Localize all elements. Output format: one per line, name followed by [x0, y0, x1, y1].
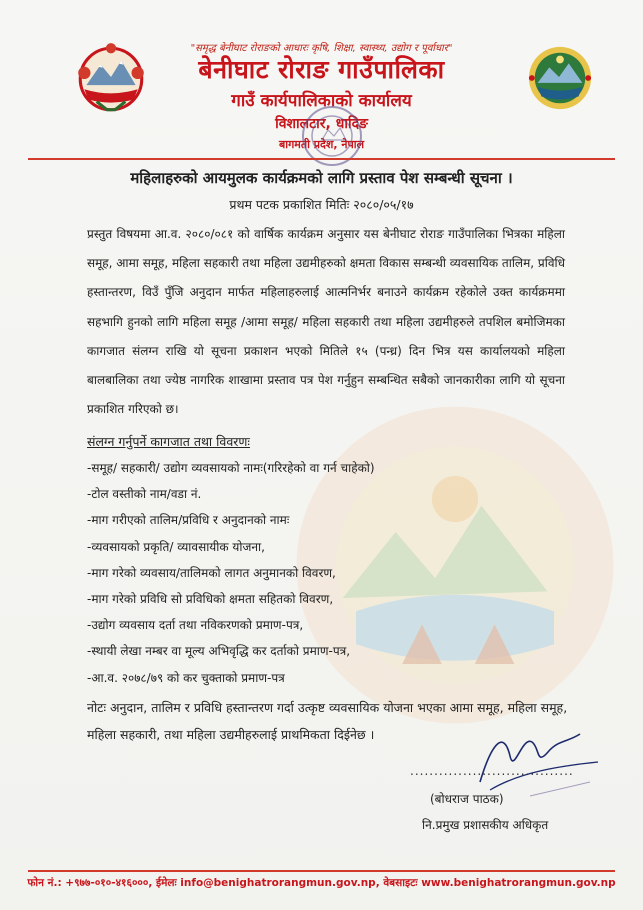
signer-title: नि.प्रमुख प्रशासकीय अधिकृत	[422, 818, 549, 832]
header-divider	[28, 158, 615, 160]
document-item: -समूह/ सहकारी/ उद्योग व्यवसायको नामः(गरिरहेको वा गर्न चाहेको)	[87, 461, 375, 475]
office-address-line-2: बागमती प्रदेश, नेपाल	[278, 138, 365, 151]
letterhead-motto: "समृद्ध बेनीघाट रोराङको आधारः कृषि, शिक्षा, स्वास्थ्य, उद्योग र पूर्वाधार"	[190, 43, 453, 54]
handwritten-signature-icon	[470, 712, 610, 802]
signature-line: ..................................	[410, 764, 574, 778]
document-item: -स्थायी लेखा नम्बर वा मूल्य अभिवृद्धि कर दर्ताको प्रमाण-पत्र,	[87, 644, 351, 659]
document-item: -व्यवसायको प्रकृति/ व्यावसायीक योजना,	[87, 539, 265, 554]
published-date: प्रथम पटक प्रकाशित मितिः २०८०/०५/१७	[229, 197, 414, 212]
document-item: -टोल वस्तीको नाम/वडा नं.	[87, 487, 202, 502]
footer-divider	[28, 870, 615, 872]
document-item: -माग गरेको प्रविधि सो प्रविधिको क्षमता सहितको विवरण,	[87, 591, 334, 606]
document-item: -उद्योग व्यवसाय दर्ता तथा नविकरणको प्रमाण-पत्र,	[87, 618, 304, 633]
document-item: -माग गरीएको तालिम/प्रविधि र अनुदानको नामः	[87, 513, 290, 528]
signer-name: (बोधराज पाठक)	[430, 792, 504, 806]
office-name: गाउँ कार्यपालिकाको कार्यालय	[231, 91, 412, 111]
priority-note: नोटः अनुदान, तालिम र प्रविधि हस्तान्तरण गर्दा उत्कृष्ट व्यवसायिक योजना भएका आमा समूह, महिला समूह, महिला सहकारी, तथा महिला उद्यमीहरुलाई प्राथमिकता दिईनेछ ।	[87, 700, 568, 742]
footer-contact: फोन नं.: +९७७-०१०-४१६०००, ईमेलः info@benighatrorangmun.gov.np, वेबसाइटः www.benighatrorangmun.gov.np	[27, 877, 616, 889]
document-item: -आ.व. २०७८/७९ को कर चुक्ताको प्रमाण-पत्र	[87, 670, 285, 685]
municipality-name: बेनीघाट रोराङ गाउँपालिका	[198, 55, 445, 84]
documents-list	[87, 455, 375, 691]
notice-body: प्रस्तुत विषयमा आ.व. २०८०/०८१ को वार्षिक कार्यक्रम अनुसार यस बेनीघाट रोराङ गाउँपालिका भित्रका महिला समूह, आमा समूह, महिला सहकारी तथा महिला उद्यमीहरुको क्षमता विकास सम्बन्धी व्यवसायिक तालिम, प्रविधि हस्तान्तरण, विउँ पुँजि अनुदान मार्फत महिलाहरुलाई आत्मनिर्भर बनाउने कार्यक्रम रहेकोले उक्त कार्यक्रममा सहभागि हुनको लागि महिला समूह /आमा समूह/ महिला सहकारी तथा महिला उद्यमीहरुले तपशिल बमोजिमका कागजात संलग्न राखि यो सूचना प्रकाशन भएको मितिले १५ (पन्ध्र) दिन भित्र यस कार्यालयको महिला बालबालिका तथा ज्येष्ठ नागरिक शाखामा प्रस्ताव पत्र पेश गर्नुहुन सम्बन्धित सबैको जानकारीका लागि यो सूचना प्रकाशित गरिएको छ।	[87, 227, 565, 417]
documents-heading: संलग्न गर्नुपर्ने कागजात तथा विवरणः	[87, 434, 250, 449]
document-item: -माग गरेको व्यवसाय/तालिमको लागत अनुमानको विवरण,	[87, 565, 336, 580]
notice-title: महिलाहरुको आयमुलक कार्यक्रमको लागि प्रस्ताव पेश सम्बन्धी सूचना ।	[130, 169, 513, 187]
office-address-line-1: विशालटार, धादिङ	[275, 116, 368, 132]
